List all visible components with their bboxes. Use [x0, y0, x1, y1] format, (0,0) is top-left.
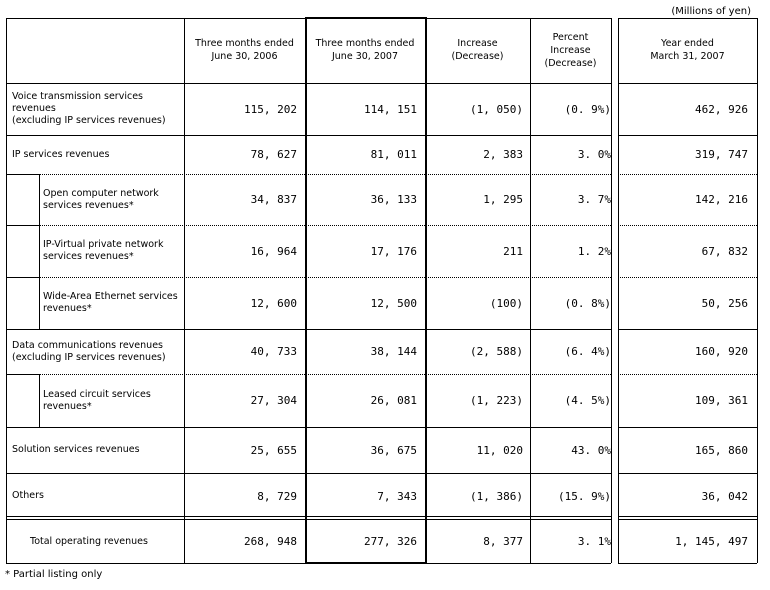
- column-header: Year ended March 31, 2007: [650, 38, 725, 62]
- table-cell: 16, 964: [250, 244, 297, 258]
- column-header: Three months ended June 30, 2007: [315, 38, 415, 62]
- table-cell: 43. 0%: [571, 443, 611, 457]
- grid-line: [618, 563, 757, 564]
- row-label: IP services revenues: [12, 148, 110, 160]
- row-label: Leased circuit services revenues*: [43, 388, 151, 412]
- grid-line: [6, 277, 39, 278]
- table-cell: 25, 655: [250, 443, 297, 457]
- table-cell: 8, 729: [257, 489, 297, 503]
- table-cell: 211: [503, 244, 523, 258]
- table-cell: 109, 361: [695, 394, 748, 407]
- row-label: Data communications revenues (excluding IP services revenues): [12, 339, 166, 363]
- table-cell: 115, 202: [244, 102, 297, 116]
- table-cell: 1, 295: [483, 193, 523, 206]
- footnote: * Partial listing only: [5, 569, 103, 580]
- column-header: Three months ended June 30, 2006: [195, 38, 294, 62]
- table-cell: (1, 050): [470, 102, 523, 116]
- table-cell: (0. 9%): [564, 102, 611, 116]
- table-cell: 462, 926: [695, 102, 748, 116]
- table-cell: 36, 042: [701, 489, 748, 503]
- column-header: Increase (Decrease): [451, 38, 504, 62]
- table-cell: 78, 627: [250, 148, 297, 161]
- table-cell: 268, 948: [244, 535, 297, 548]
- units-note: (Millions of yen): [671, 6, 751, 17]
- table-cell: 11, 020: [476, 443, 523, 457]
- row-label: Others: [12, 490, 44, 501]
- table-cell: 165, 860: [695, 443, 748, 457]
- grid-line: [6, 174, 39, 175]
- table-cell: (15. 9%): [558, 489, 611, 503]
- table-cell: 67, 832: [701, 244, 748, 258]
- table-cell: 2, 383: [483, 148, 523, 161]
- table-cell: 38, 144: [370, 345, 417, 358]
- grid-line: [611, 18, 612, 563]
- table-cell: 50, 256: [701, 296, 748, 310]
- row-label: IP-Virtual private network services revenues*: [43, 239, 164, 262]
- table-cell: 40, 733: [250, 345, 297, 358]
- grid-line: [39, 174, 40, 329]
- row-label: Total operating revenues: [30, 535, 148, 547]
- table-cell: 160, 920: [695, 345, 748, 358]
- table-cell: 8, 377: [483, 535, 523, 548]
- table-cell: 3. 7%: [577, 193, 611, 206]
- table-cell: 277, 326: [364, 535, 417, 548]
- row-label: Voice transmission services revenues (excluding IP services revenues): [12, 91, 166, 126]
- table-cell: 142, 216: [695, 193, 748, 206]
- table-cell: (4. 5%): [564, 394, 611, 407]
- table-cell: 7, 343: [377, 489, 417, 503]
- table-cell: 36, 133: [370, 193, 417, 206]
- table-cell: (0. 8%): [564, 296, 611, 310]
- table-cell: 26, 081: [370, 394, 417, 407]
- table-cell: 3. 1%: [577, 535, 611, 548]
- table-cell: 81, 011: [370, 148, 417, 161]
- table-cell: 12, 500: [370, 296, 417, 310]
- table-cell: 17, 176: [370, 244, 417, 258]
- table-cell: 1. 2%: [577, 244, 611, 258]
- grid-line: [6, 18, 7, 563]
- table-cell: (1, 223): [470, 394, 523, 407]
- table-cell: (2, 588): [470, 345, 523, 358]
- row-label: Wide-Area Ethernet services revenues*: [43, 291, 178, 314]
- table-cell: 114, 151: [364, 102, 417, 116]
- table-cell: 319, 747: [695, 148, 748, 161]
- table-cell: 3. 0%: [577, 148, 611, 161]
- table-cell: 27, 304: [250, 394, 297, 407]
- table-cell: 36, 675: [370, 443, 417, 457]
- column-header: Percent Increase (Decrease): [544, 31, 597, 69]
- table-cell: 12, 600: [250, 296, 297, 310]
- table-cell: (1, 386): [470, 489, 523, 503]
- grid-line: [757, 18, 758, 563]
- table-cell: (6. 4%): [564, 345, 611, 358]
- table-cell: 1, 145, 497: [675, 535, 748, 548]
- row-label: Solution services revenues: [12, 444, 140, 455]
- table-cell: 34, 837: [250, 193, 297, 206]
- row-label: Open computer network services revenues*: [43, 187, 159, 211]
- grid-line: [39, 374, 40, 427]
- grid-line: [6, 374, 39, 375]
- grid-line: [6, 225, 39, 226]
- table-cell: (100): [489, 296, 523, 310]
